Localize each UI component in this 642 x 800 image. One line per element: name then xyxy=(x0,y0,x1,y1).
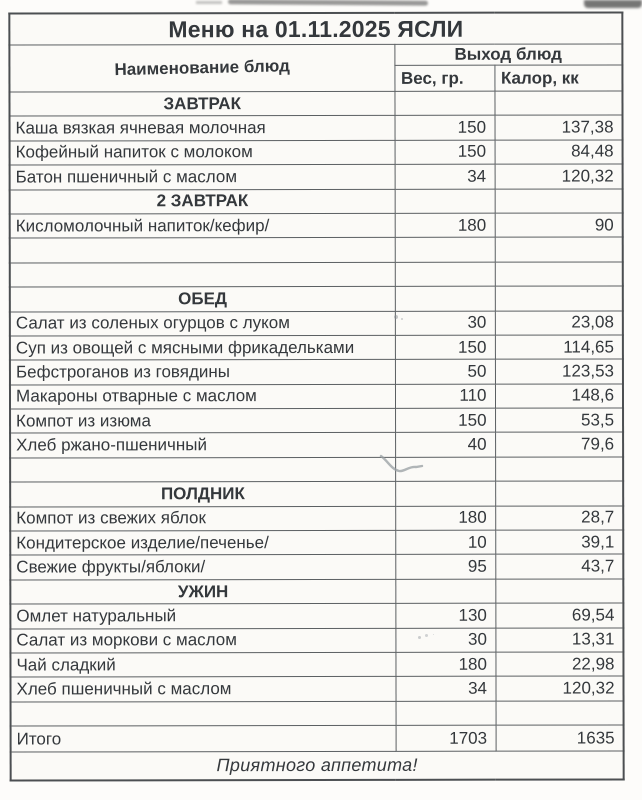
column-header-weight: Вес, гр. xyxy=(394,65,494,91)
menu-item-row xyxy=(10,310,623,335)
column-header-dishes-label: Наименование блюд xyxy=(114,56,291,80)
dish-name-cell: Чай сладкий xyxy=(10,652,395,677)
weight-cell: 30 xyxy=(395,311,495,336)
calories-cell: 22,98 xyxy=(495,652,623,677)
calories-cell xyxy=(495,481,623,506)
dish-name-cell: Хлеб ржано-пшеничный xyxy=(10,433,395,458)
weight-cell: 50 xyxy=(395,359,495,384)
section-row xyxy=(10,189,623,214)
menu-item-row xyxy=(10,164,623,189)
calories-cell: 90 xyxy=(495,213,623,238)
menu-item-row xyxy=(10,676,623,701)
weight-cell xyxy=(394,91,494,116)
calories-cell: 114,65 xyxy=(495,335,623,360)
menu-item-row xyxy=(10,335,623,360)
calories-cell xyxy=(496,701,624,726)
weight-cell: 34 xyxy=(395,164,495,189)
calories-cell: 120,32 xyxy=(495,164,623,189)
weight-cell: 95 xyxy=(395,555,495,580)
scan-artifact-top-right xyxy=(584,0,642,8)
calories-cell: 39,1 xyxy=(495,530,623,555)
column-header-calories: Калор, кк xyxy=(494,65,622,91)
calories-cell: 148,6 xyxy=(495,384,623,409)
title-row xyxy=(9,12,622,45)
calories-cell: 43,7 xyxy=(495,554,623,579)
calories-cell: 123,53 xyxy=(495,359,623,384)
header-group-row xyxy=(9,44,622,66)
weight-cell: 150 xyxy=(395,116,495,141)
section-title-cell: ЗАВТРАК xyxy=(9,91,394,116)
page-title: Меню на 01.11.2025 ЯСЛИ xyxy=(9,12,622,45)
section-row xyxy=(10,579,623,604)
menu-table-footer xyxy=(11,751,624,781)
footer-note: Приятного аппетита! xyxy=(11,751,624,781)
menu-table-body xyxy=(9,91,623,752)
weight-cell: 34 xyxy=(395,677,495,702)
dish-name-cell: Макароны отварные с маслом xyxy=(10,384,395,409)
weight-cell: 180 xyxy=(395,652,495,677)
dish-name-cell: Кисломолочный напиток/кефир/ xyxy=(10,213,395,238)
weight-cell: 1703 xyxy=(396,725,496,751)
calories-cell xyxy=(495,262,623,287)
section-row xyxy=(10,481,623,506)
dish-name-cell: Свежие фрукты/яблоки/ xyxy=(10,555,395,580)
section-row xyxy=(9,91,622,116)
scan-artifact-top-small xyxy=(196,1,222,4)
calories-cell: 79,6 xyxy=(495,432,623,457)
menu-item-row xyxy=(10,628,623,653)
weight-cell: 180 xyxy=(395,506,495,531)
calories-cell xyxy=(495,286,623,311)
section-row xyxy=(10,286,623,311)
calories-cell: 23,08 xyxy=(495,310,623,335)
empty-row xyxy=(10,237,623,262)
empty-row xyxy=(10,262,623,287)
weight-cell: 150 xyxy=(395,140,495,165)
weight-cell: 150 xyxy=(395,335,495,360)
section-title-cell: УЖИН xyxy=(10,579,395,604)
calories-cell: 69,54 xyxy=(495,603,623,628)
weight-cell xyxy=(395,238,495,263)
menu-item-row xyxy=(10,432,623,457)
menu-item-row xyxy=(10,213,623,238)
dish-name-cell xyxy=(10,262,395,287)
dish-name-cell: Кондитерское изделие/печенье/ xyxy=(10,530,395,555)
dish-name-cell: Хлеб пшеничный с маслом xyxy=(10,677,395,702)
scan-artifact-top xyxy=(228,0,428,6)
dish-name-cell: Омлет натуральный xyxy=(10,604,395,629)
dish-name-cell xyxy=(11,701,396,726)
weight-cell xyxy=(395,579,495,604)
dish-name-cell: Итого xyxy=(11,726,396,753)
empty-row xyxy=(11,701,624,726)
dish-name-cell: Бефстроганов из говядины xyxy=(10,360,395,385)
menu-item-row xyxy=(10,652,623,677)
dish-name-cell: Салат из соленых огурцов с луком xyxy=(10,311,395,336)
section-title-cell: 2 ЗАВТРАК xyxy=(10,189,395,214)
weight-cell xyxy=(395,457,495,482)
weight-cell xyxy=(396,701,496,726)
section-title-cell: ОБЕД xyxy=(10,286,395,311)
footer-row xyxy=(11,751,624,781)
menu-item-row xyxy=(10,530,623,555)
weight-cell: 10 xyxy=(395,530,495,555)
menu-table-header xyxy=(9,12,622,92)
weight-cell xyxy=(395,189,495,214)
weight-cell xyxy=(395,481,495,506)
dish-name-cell xyxy=(10,238,395,263)
calories-cell: 28,7 xyxy=(495,506,623,531)
calories-cell: 13,31 xyxy=(495,628,623,653)
calories-cell xyxy=(495,579,623,604)
section-title-cell: ПОЛДНИК xyxy=(10,482,395,507)
scanned-menu-document xyxy=(8,11,622,781)
menu-item-row xyxy=(10,115,623,140)
dish-name-cell: Батон пшеничный с маслом xyxy=(10,165,395,190)
calories-cell: 53,5 xyxy=(495,408,623,433)
calories-cell: 120,32 xyxy=(495,676,623,701)
menu-item-row xyxy=(10,384,623,409)
menu-table xyxy=(8,11,624,781)
menu-item-row xyxy=(10,603,623,628)
weight-cell: 130 xyxy=(395,603,495,628)
column-header-dishes xyxy=(9,44,394,92)
calories-cell: 137,38 xyxy=(495,115,623,140)
calories-cell xyxy=(495,237,623,262)
calories-cell: 1635 xyxy=(496,725,624,751)
weight-cell xyxy=(395,262,495,287)
dish-name-cell: Компот из свежих яблок xyxy=(10,506,395,531)
menu-item-row xyxy=(10,506,623,531)
weight-cell: 150 xyxy=(395,408,495,433)
dish-name-cell: Каша вязкая ячневая молочная xyxy=(10,116,395,141)
column-header-output-group: Выход блюд xyxy=(394,44,622,65)
menu-item-row xyxy=(10,554,623,579)
calories-cell xyxy=(495,457,623,482)
dish-name-cell: Суп из овощей с мясными фрикадельками xyxy=(10,335,395,360)
dish-name-cell: Компот из изюма xyxy=(10,408,395,433)
dish-name-cell xyxy=(10,457,395,482)
calories-cell xyxy=(494,91,622,116)
calories-cell: 84,48 xyxy=(495,140,623,165)
weight-cell: 180 xyxy=(395,213,495,238)
menu-item-row xyxy=(10,359,623,384)
empty-row xyxy=(10,457,623,482)
menu-item-row xyxy=(10,140,623,165)
dish-name-cell: Салат из моркови с маслом xyxy=(10,628,395,653)
weight-cell: 40 xyxy=(395,433,495,458)
weight-cell: 110 xyxy=(395,384,495,409)
menu-item-row xyxy=(10,408,623,433)
calories-cell xyxy=(495,189,623,214)
weight-cell xyxy=(395,286,495,311)
weight-cell: 30 xyxy=(395,628,495,653)
dish-name-cell: Кофейный напиток с молоком xyxy=(10,140,395,165)
total-row xyxy=(11,725,624,752)
